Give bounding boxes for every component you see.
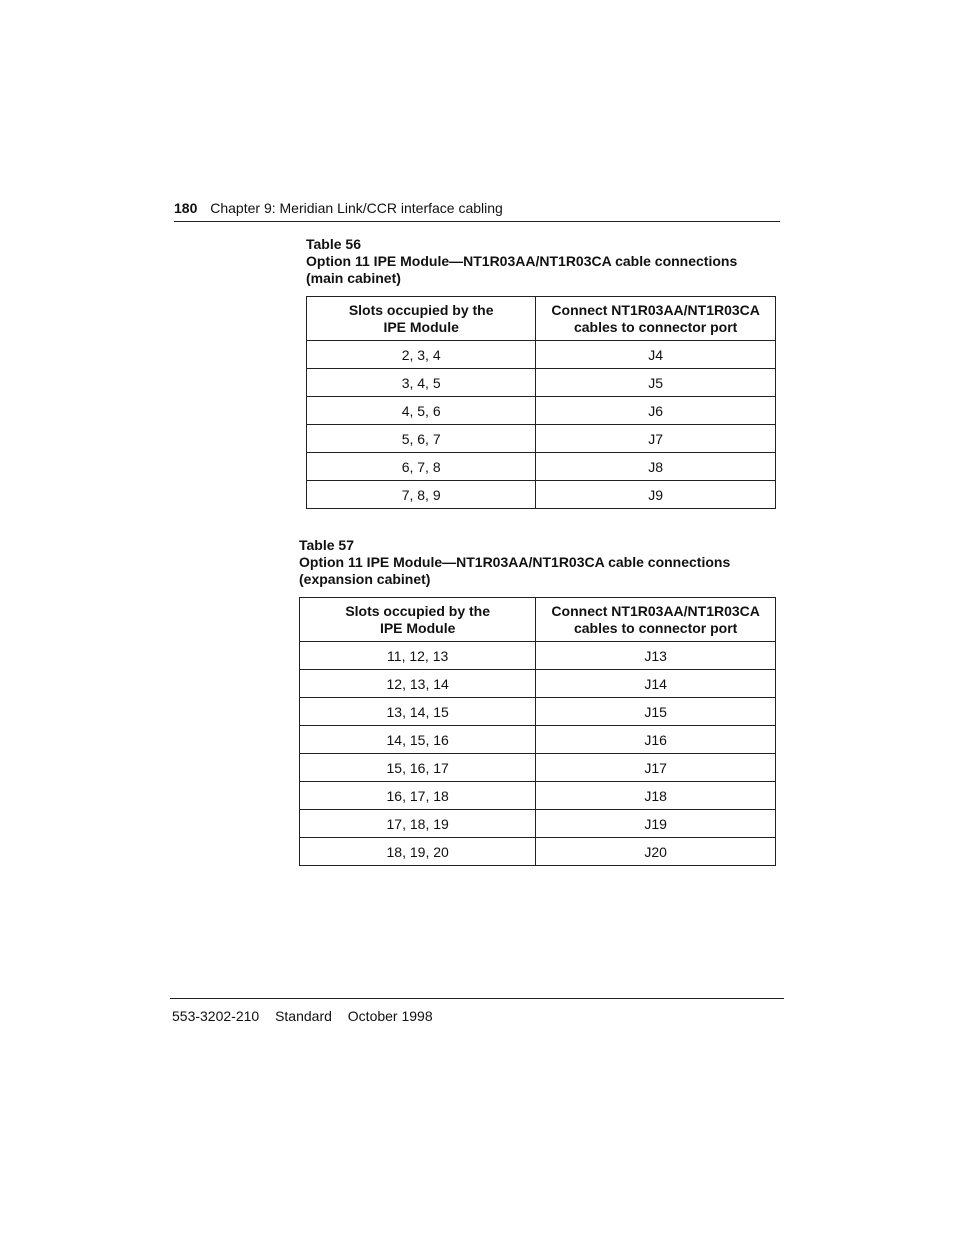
table-row	[300, 726, 776, 754]
table-row	[307, 453, 776, 481]
header-rule	[174, 221, 780, 222]
slots-cell: 18, 19, 20	[300, 838, 536, 866]
port-cell: J16	[536, 726, 776, 754]
slots-cell: 12, 13, 14	[300, 670, 536, 698]
port-cell: J6	[536, 397, 776, 425]
slots-cell: 6, 7, 8	[307, 453, 536, 481]
port-cell: J7	[536, 425, 776, 453]
table-title: Option 11 IPE Module—NT1R03AA/NT1R03CA cable connections	[299, 554, 731, 570]
table-row	[300, 698, 776, 726]
table-row	[300, 810, 776, 838]
table-header-row	[307, 297, 776, 341]
column-header-slots: Slots occupied by the IPE Module	[300, 598, 536, 642]
page-header	[174, 200, 780, 216]
document-status: Standard	[275, 1008, 332, 1024]
table-row	[307, 481, 776, 509]
port-cell: J19	[536, 810, 776, 838]
column-header-slots: Slots occupied by the IPE Module	[307, 297, 536, 341]
table-57	[299, 597, 776, 866]
slots-cell: 5, 6, 7	[307, 425, 536, 453]
slots-cell: 4, 5, 6	[307, 397, 536, 425]
page-number: 180	[174, 200, 198, 216]
port-cell: J18	[536, 782, 776, 810]
slots-cell: 17, 18, 19	[300, 810, 536, 838]
table-row	[300, 754, 776, 782]
port-cell: J5	[536, 369, 776, 397]
table-56	[306, 296, 776, 509]
slots-cell: 14, 15, 16	[300, 726, 536, 754]
table-header-row	[300, 598, 776, 642]
slots-cell: 2, 3, 4	[307, 341, 536, 369]
table-label: Table 57	[299, 537, 354, 553]
port-cell: J17	[536, 754, 776, 782]
port-cell: J20	[536, 838, 776, 866]
slots-cell: 3, 4, 5	[307, 369, 536, 397]
port-cell: J9	[536, 481, 776, 509]
table-title-line2: (expansion cabinet)	[299, 571, 431, 587]
table-57-caption	[299, 537, 730, 588]
table-label: Table 56	[306, 236, 361, 252]
table-row	[300, 782, 776, 810]
table-row	[307, 369, 776, 397]
document-number: 553-3202-210	[172, 1008, 260, 1024]
port-cell: J8	[536, 453, 776, 481]
column-header-port: Connect NT1R03AA/NT1R03CA cables to connector port	[536, 297, 776, 341]
port-cell: J4	[536, 341, 776, 369]
footer-rule	[170, 998, 784, 999]
port-cell: J13	[536, 642, 776, 670]
chapter-title: Chapter 9: Meridian Link/CCR interface cabling	[210, 200, 503, 216]
slots-cell: 11, 12, 13	[300, 642, 536, 670]
publication-date: October 1998	[347, 1008, 433, 1024]
table-title: Option 11 IPE Module—NT1R03AA/NT1R03CA cable connections	[306, 253, 738, 269]
slots-cell: 7, 8, 9	[307, 481, 536, 509]
slots-cell: 15, 16, 17	[300, 754, 536, 782]
page-footer	[172, 1008, 445, 1024]
table-title-line2: (main cabinet)	[306, 270, 401, 286]
table-row	[300, 838, 776, 866]
column-header-port: Connect NT1R03AA/NT1R03CA cables to connector port	[536, 598, 776, 642]
table-row	[307, 425, 776, 453]
table-row	[300, 642, 776, 670]
port-cell: J14	[536, 670, 776, 698]
port-cell: J15	[536, 698, 776, 726]
table-row	[307, 397, 776, 425]
table-row	[307, 341, 776, 369]
slots-cell: 13, 14, 15	[300, 698, 536, 726]
table-56-caption	[306, 236, 737, 287]
table-row	[300, 670, 776, 698]
slots-cell: 16, 17, 18	[300, 782, 536, 810]
